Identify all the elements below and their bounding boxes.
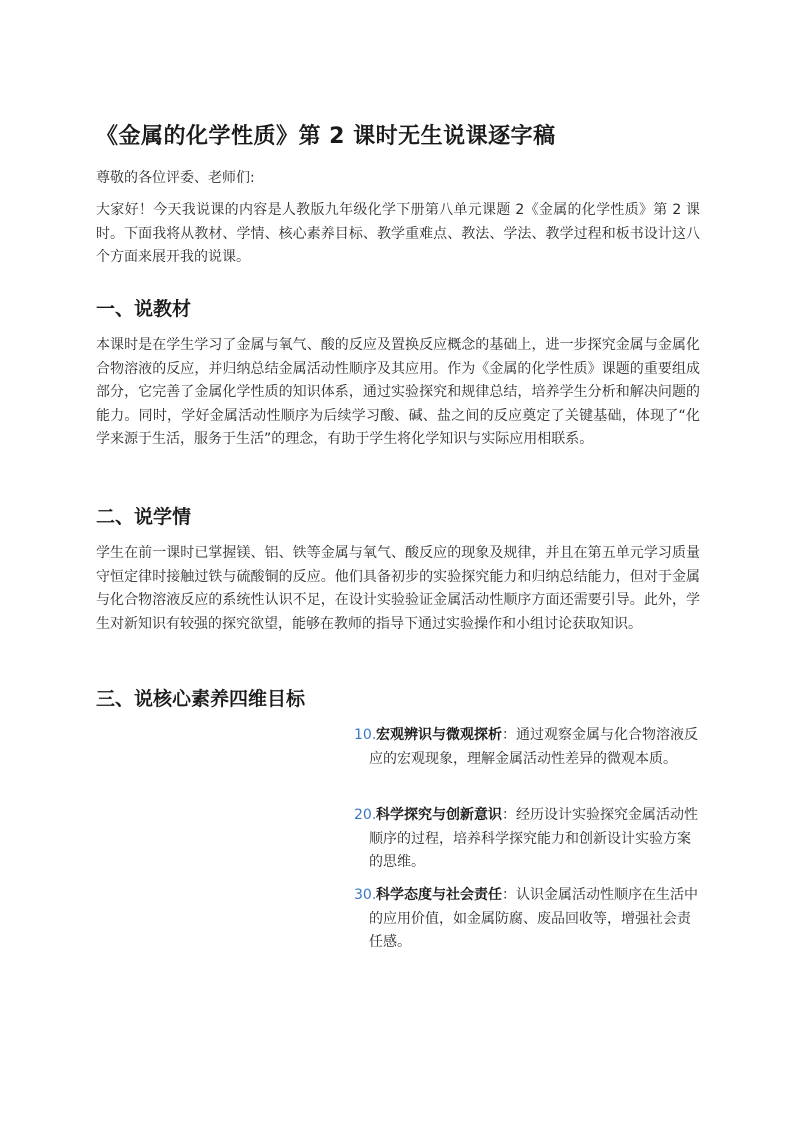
intro-paragraph: 大家好！今天我说课的内容是人教版九年级化学下册第八单元课题 2《金属的化学性质》第 2 课时。下面我将从教材、学情、核心素养目标、教学重难点、教法、学法、教学过程和板书设计这八个方面来展开我的说课。 (96, 202, 700, 265)
goal-text-block (354, 804, 700, 875)
goal-item (354, 724, 700, 771)
goal-term: 科学探究与创新意识 (376, 807, 502, 823)
document-title: 《金属的化学性质》第 2 课时无生说课逐字稿 (96, 124, 556, 149)
goal-description: ：通过观察金属与化合物溶液反应的宏观现象，理解金属活动性差异的微观本质。 (369, 727, 698, 767)
goal-item (354, 804, 700, 875)
goal-item (354, 884, 700, 955)
section-heading-students: 二、说学情 (96, 506, 192, 528)
goal-description: ：经历设计实验探究金属活动性顺序的过程，培养科学探究能力和创新设计实验方案的思维。 (369, 807, 698, 870)
goal-term: 宏观辨识与微观探析 (376, 727, 502, 743)
section-body-students: 学生在前一课时已掌握镁、铝、铁等金属与氧气、酸反应的现象及规律，并且在第五单元学习质量守恒定律时接触过铁与硫酸铜的反应。他们具备初步的实验探究能力和归纳总结能力，但对于金属与化合物溶液反应的系统性认识不足，在设计实验验证金属活动性顺序方面还需要引导。此外，学生对新知识有较强的探究欲望，能够在教师的指导下通过实验操作和小组讨论获取知识。 (96, 545, 700, 632)
goal-description: ：认识金属活动性顺序在生活中的应用价值，如金属防腐、废品回收等，增强社会责任感。 (369, 887, 698, 950)
greeting-paragraph: 尊敬的各位评委、老师们: (96, 170, 255, 186)
goal-text-block (354, 884, 700, 955)
section-heading-textbook: 一、说教材 (96, 298, 192, 320)
goal-number: 20. (354, 807, 377, 823)
goal-text-block (354, 724, 700, 771)
section-body-textbook: 本课时是在学生学习了金属与氧气、酸的反应及置换反应概念的基础上，进一步探究金属与金属化合物溶液的反应，并归纳总结金属活动性顺序及其应用。作为《金属的化学性质》课题的重要组成部分，它完善了金属化学性质的知识体系，通过实验探究和规律总结，培养学生分析和解决问题的能力。同时，学好金属活动性顺序为后续学习酸、碱、盐之间的反应奠定了关键基础，体现了“化学来源于生活，服务于生活”的理念，有助于学生将化学知识与实际应用相联系。 (96, 337, 700, 447)
goal-number: 10. (354, 727, 377, 743)
goal-term: 科学态度与社会责任 (376, 887, 502, 903)
goal-number: 30. (354, 887, 377, 903)
section-heading-goals: 三、说核心素养四维目标 (96, 688, 306, 710)
